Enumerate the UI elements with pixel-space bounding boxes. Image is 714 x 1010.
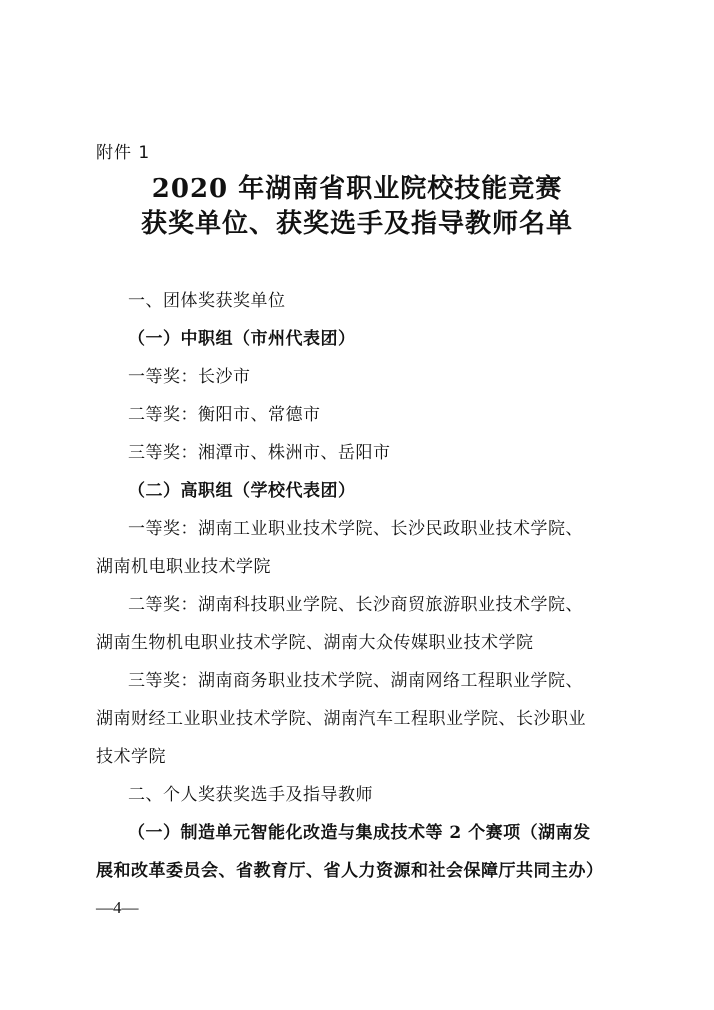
section-heading-individual-awards: 二、个人奖获奖选手及指导教师 (128, 785, 373, 805)
award-first-prize-higher-cont: 湖南机电职业技术学院 (96, 557, 271, 577)
subsection-heading-higher: （二）高职组（学校代表团） (128, 481, 356, 501)
subsection-heading-secondary: （一）中职组（市州代表团） (128, 329, 356, 349)
award-first-prize-higher: 一等奖：湖南工业职业技术学院、长沙民政职业技术学院、 (128, 519, 583, 539)
award-second-prize-secondary: 二等奖：衡阳市、常德市 (128, 405, 321, 425)
section-heading-team-awards: 一、团体奖获奖单位 (128, 291, 286, 311)
document-title-line-2: 获奖单位、获奖选手及指导教师名单 (140, 209, 573, 239)
award-third-prize-higher-cont-1: 湖南财经工业职业技术学院、湖南汽车工程职业学院、长沙职业 (96, 709, 586, 729)
subsection-heading-competition: （一）制造单元智能化改造与集成技术等 2 个赛项（湖南发 (128, 823, 591, 843)
award-third-prize-higher: 三等奖：湖南商务职业技术学院、湖南网络工程职业学院、 (128, 671, 583, 691)
award-third-prize-higher-cont-2: 技术学院 (96, 747, 166, 767)
award-first-prize-secondary: 一等奖：长沙市 (128, 367, 251, 387)
document-title-line-1: 2020 年湖南省职业院校技能竞赛 (151, 174, 563, 204)
award-second-prize-higher-cont: 湖南生物机电职业技术学院、湖南大众传媒职业技术学院 (96, 633, 534, 653)
award-second-prize-higher: 二等奖：湖南科技职业学院、长沙商贸旅游职业技术学院、 (128, 595, 583, 615)
award-third-prize-secondary: 三等奖：湘潭市、株洲市、岳阳市 (128, 443, 391, 463)
page-number: —4— (96, 898, 139, 917)
attachment-label: 附件 1 (96, 143, 151, 163)
subsection-heading-competition-cont: 展和改革委员会、省教育厅、省人力资源和社会保障厅共同主办） (96, 861, 604, 881)
